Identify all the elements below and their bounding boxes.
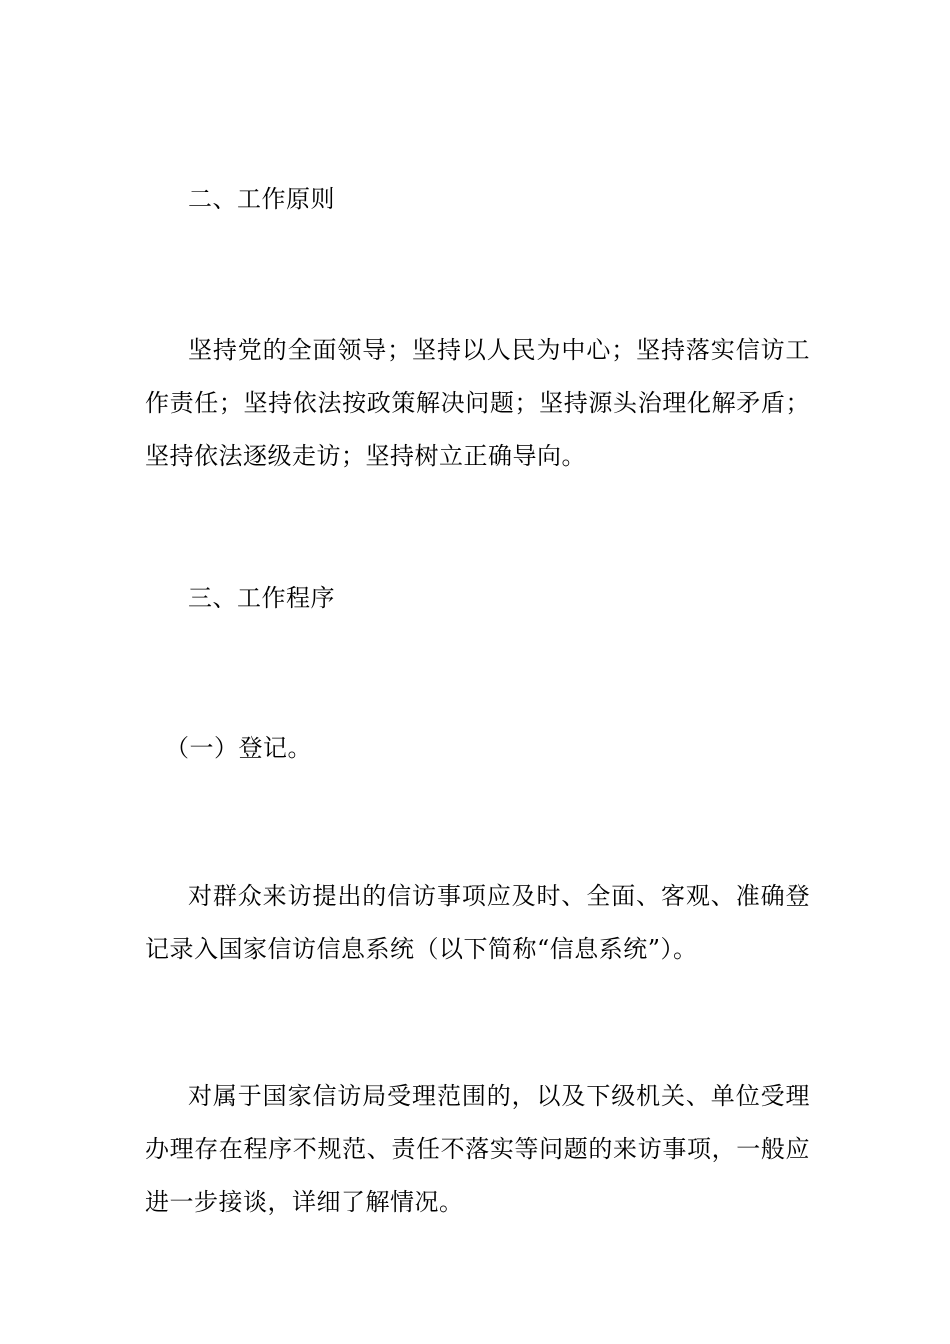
section-heading-procedure: 三、工作程序: [188, 584, 335, 612]
paragraph-registration-recording: 对群众来访提出的信访事项应及时、全面、客观、准确登记录入国家信访信息系统（以下简称“信息系统”）。: [145, 882, 810, 963]
paragraph-further-interview: 对属于国家信访局受理范围的，以及下级机关、单位受理办理存在程序不规范、责任不落实等问题的来访事项，一般应进一步接谈，详细了解情况。: [145, 1082, 810, 1216]
section-heading-principles: 二、工作原则: [188, 185, 335, 213]
paragraph-principles: 坚持党的全面领导；坚持以人民为中心；坚持落实信访工作责任；坚持依法按政策解决问题；坚持源头治理化解矛盾；坚持依法逐级走访；坚持树立正确导向。: [145, 336, 810, 470]
subheading-registration: （一）登记。: [165, 734, 312, 762]
